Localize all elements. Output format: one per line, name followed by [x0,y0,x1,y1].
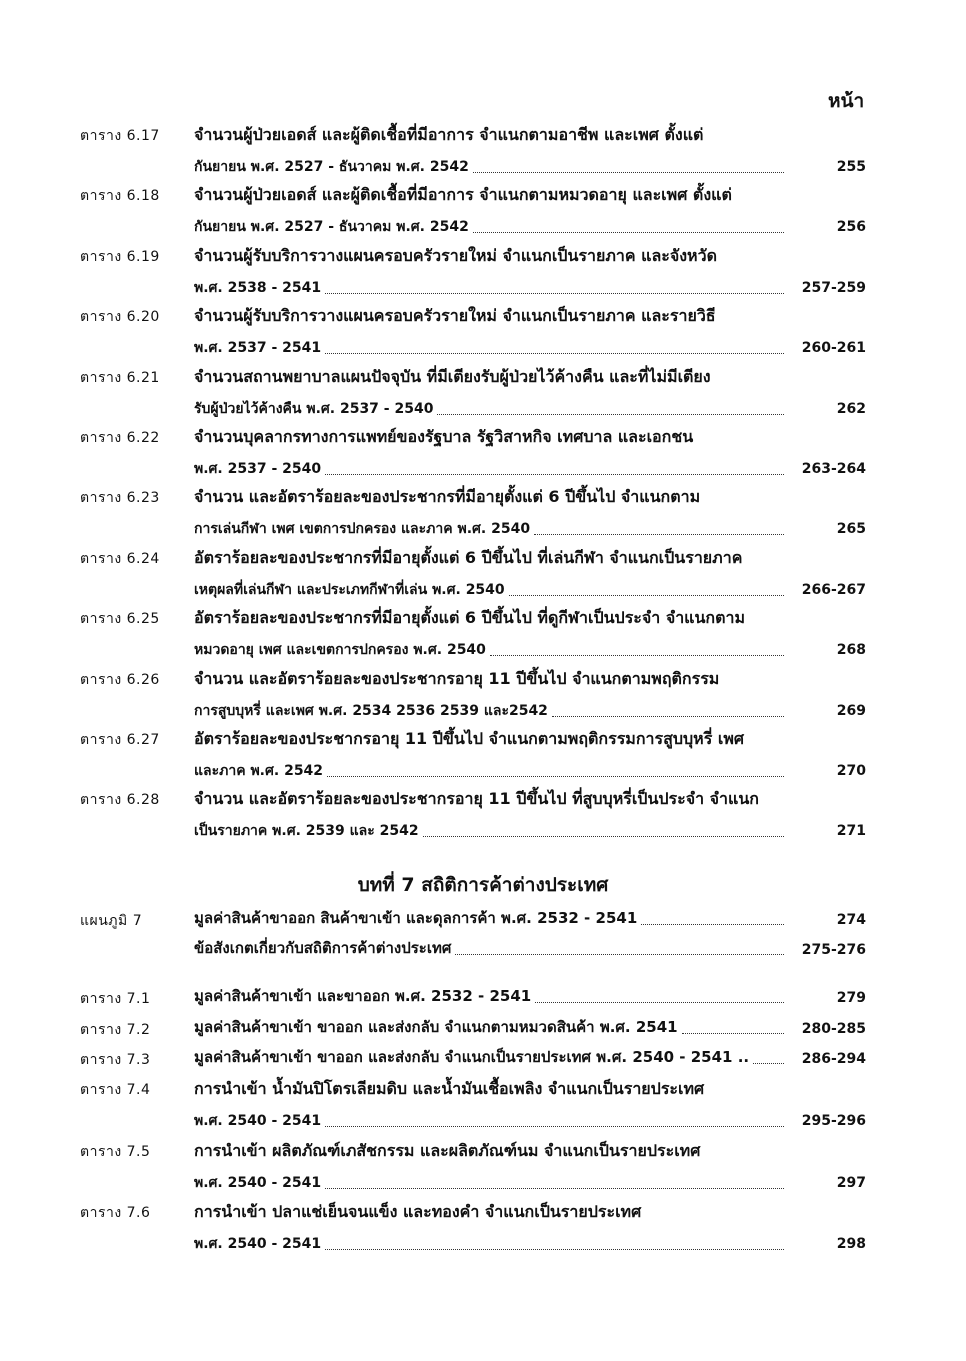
dot-leader [327,775,784,777]
dot-leader [509,594,784,596]
dot-leader [682,1032,784,1034]
entry-label: ตาราง 6.24 [80,550,160,567]
toc-entry-chart [0,908,966,932]
dot-leader [473,231,784,233]
entry-label: ตาราง 6.27 [80,732,160,748]
entry-text: มูลค่าสินค้าขาเข้า ขาออก และส่งกลับ จำแนกเป็นรายประเทศ พ.ศ. 2540 - 2541 .. [194,1048,750,1066]
entry-line2 [194,760,788,782]
entry-title-line1: จำนวน และอัตราร้อยละของประชากรอายุ 11 ปีขึ้นไป ที่สูบบุหรี่เป็นประจำ จำแนก [194,789,759,809]
entry-title-line1: จำนวนผู้รับบริการวางแผนครอบครัวรายใหม่ จำแนกเป็นรายภาค และรายวิธี [194,306,716,326]
entry-text: มูลค่าสินค้าขาออก สินค้าขาเข้า และดุลการค้า พ.ศ. 2532 - 2541 [194,909,638,927]
entry-title-line2: กันยายน พ.ศ. 2527 - ธันวาคม พ.ศ. 2542 [194,159,469,175]
entry-title-line1: การนำเข้า ผลิตภัณฑ์เภสัชกรรม และผลิตภัณฑ์นม จำแนกเป็นรายประเทศ [194,1140,701,1160]
entry-label: ตาราง 6.26 [80,671,160,688]
entry-line2 [194,398,788,420]
entry-title-line1: จำนวน และอัตราร้อยละของประชากรที่มีอายุตั้งแต่ 6 ปีขึ้นไป จำแนกตาม [194,487,701,507]
dot-leader [423,835,784,837]
entry-page: 297 [836,1174,866,1191]
toc-entry [0,546,966,606]
entry-page: 279 [836,990,866,1006]
entry-page: 270 [836,763,866,779]
entry-label: แผนภูมิ 7 [80,913,143,929]
entry-title-line1: การนำเข้า ปลาแช่เย็นจนแข็ง และทองคำ จำแนกเป็นรายประเทศ [194,1202,642,1221]
entry-title-line1: จำนวนบุคลากรทางการแพทย์ของรัฐบาล รัฐวิสาหกิจ เทศบาล และเอกชน [194,427,694,446]
entry-label: ตาราง 6.28 [80,792,160,809]
dot-leader [535,1001,784,1003]
entry-page: 262 [836,400,866,417]
entry-page: 263-264 [801,461,866,477]
entry-title-line1: อัตราร้อยละของประชากรที่มีอายุตั้งแต่ 6 ปีขึ้นไป ที่ดูกีฬาเป็นประจำ จำแนกตาม [194,608,746,628]
entry-label: ตาราง 7.3 [80,1052,151,1068]
entry-page: 266-267 [801,581,866,598]
entry-page: 295-296 [801,1113,866,1129]
dot-leader [641,923,784,925]
entry-line2 [194,277,788,299]
entry-title-line1: จำนวนผู้ป่วยเอดส์ และผู้ติดเชื้อที่มีอาการ จำแนกตามอาชีพ และเพศ ตั้งแต่ [194,125,704,144]
page-column-header: หน้า [828,90,865,112]
entry-page: 260-261 [801,340,866,357]
entry-title-line1: จำนวน และอัตราร้อยละของประชากรอายุ 11 ปีขึ้นไป จำแนกตามพฤติกรรม [194,668,720,688]
entry-label: ตาราง 7.5 [80,1143,151,1160]
dot-leader [437,413,784,415]
entry-page: 268 [836,642,866,659]
entry-label: ตาราง 6.19 [80,248,160,265]
toc-entry [0,667,966,727]
entry-label: ตาราง 6.22 [80,430,160,446]
entry-page: 255 [836,159,866,175]
toc-entry [0,606,966,666]
toc-entry [0,787,966,847]
entry-label: ตาราง 6.25 [80,611,160,628]
entry-page: 286-294 [801,1051,866,1067]
toc-entry [0,986,966,1010]
toc-entry [0,1077,966,1137]
toc-entry-notes [0,938,966,962]
entry-title-line2: พ.ศ. 2540 - 2541 [194,1174,322,1191]
entry-line2 [194,337,788,359]
entry-title-line2: กันยายน พ.ศ. 2527 - ธันวาคม พ.ศ. 2542 [194,219,469,236]
entry-title-line2: พ.ศ. 2537 - 2541 [194,340,322,357]
entry-line2 [194,458,788,480]
entry-page: 298 [836,1236,866,1252]
toc-entry [0,727,966,787]
entry-line2 [194,1172,788,1194]
entry-title-line1: การนำเข้า น้ำมันปิโตรเลียมดิบ และน้ำมันเชื้อเพลิง จำแนกเป็นรายประเทศ [194,1079,705,1098]
dot-leader [325,1125,784,1127]
entry-label: ตาราง 7.6 [80,1205,151,1221]
entry-line2 [194,216,788,238]
toc-entry [0,244,966,304]
entry-title-line2: พ.ศ. 2537 - 2540 [194,461,322,477]
entry-line2 [194,579,788,601]
entry-line2 [194,639,788,661]
toc-entry [0,1047,966,1071]
entry-label: ตาราง 6.20 [80,309,160,326]
toc-entry [0,1017,966,1041]
entry-text: มูลค่าสินค้าขาเข้า และขาออก พ.ศ. 2532 - 2541 [194,987,532,1005]
entry-page: 256 [836,219,866,236]
entry-page: 269 [836,702,866,719]
entry-line2 [194,820,788,842]
entry-label: ตาราง 6.23 [80,490,160,507]
dot-leader [473,171,784,173]
entry-title-line1: จำนวนผู้ป่วยเอดส์ และผู้ติดเชื้อที่มีอาการ จำแนกตามหมวดอายุ และเพศ ตั้งแต่ [194,185,732,205]
toc-entry [0,304,966,364]
entry-page: 271 [836,823,866,840]
entry-title-line1: อัตราร้อยละของประชากรอายุ 11 ปีขึ้นไป จำแนกตามพฤติกรรมการสูบบุหรี่ เพศ [194,729,745,748]
toc-entry [0,485,966,545]
dot-leader [325,1187,784,1189]
dot-leader [455,953,784,955]
toc-entry [0,123,966,183]
dot-leader [552,715,784,717]
entry-page: 265 [836,521,866,538]
entry-title-line2: การเล่นกีฬา เพศ เขตการปกครอง และภาค พ.ศ. 2540 [194,521,531,538]
entry-line2 [194,1110,788,1132]
entry-page: 275-276 [801,942,866,958]
dot-leader [325,352,784,354]
entry-title-line2: รับผู้ป่วยไว้ค้างคืน พ.ศ. 2537 - 2540 [194,400,434,417]
entry-line2 [194,156,788,178]
entry-line2 [194,700,788,722]
entry-page: 274 [836,912,866,928]
toc-entry [0,425,966,485]
entry-label: ตาราง 7.1 [80,991,151,1007]
dot-leader [490,654,784,656]
entry-text: มูลค่าสินค้าขาเข้า ขาออก และส่งกลับ จำแนกตามหมวดสินค้า พ.ศ. 2541 [194,1017,678,1036]
toc-entry [0,183,966,243]
dot-leader [325,292,784,294]
toc-entry [0,1200,966,1260]
entry-title-line2: พ.ศ. 2540 - 2541 [194,1236,322,1252]
dot-leader [753,1062,784,1064]
entry-line2 [194,1233,788,1255]
entry-title-line1: จำนวนผู้รับบริการวางแผนครอบครัวรายใหม่ จำแนกเป็นรายภาค และจังหวัด [194,245,717,265]
entry-title-line2: และภาค พ.ศ. 2542 [194,763,324,779]
entry-title-line2: พ.ศ. 2540 - 2541 [194,1113,322,1129]
entry-page: 280-285 [801,1020,866,1037]
dot-leader [534,533,784,535]
dot-leader [325,473,784,475]
entry-title-line2: เป็นรายภาค พ.ศ. 2539 และ 2542 [194,823,419,840]
entry-label: ตาราง 6.18 [80,188,160,205]
entry-title-line2: หมวดอายุ เพศ และเขตการปกครอง พ.ศ. 2540 [194,642,486,659]
entry-title-line2: เหตุผลที่เล่นกีฬา และประเภทกีฬาที่เล่น พ.ศ. 2540 [194,581,505,598]
entry-label: ตาราง 6.21 [80,369,160,386]
entry-title-line1: จำนวนสถานพยาบาลแผนปัจจุบัน ที่มีเตียงรับผู้ป่วยไว้ค้างคืน และที่ไม่มีเตียง [194,366,711,386]
entry-label: ตาราง 6.17 [80,128,160,144]
chapter-title: บทที่ 7 สถิติการค้าต่างประเทศ [357,874,609,896]
entry-label: ตาราง 7.4 [80,1082,151,1098]
entry-text: ข้อสังเกตเกี่ยวกับสถิติการค้าต่างประเทศ [194,939,452,957]
entry-title-line2: พ.ศ. 2538 - 2541 [194,279,322,296]
toc-entry [0,1139,966,1199]
dot-leader [325,1248,784,1250]
entry-label: ตาราง 7.2 [80,1021,151,1038]
entry-title-line2: การสูบบุหรี่ และเพศ พ.ศ. 2534 2536 2539 และ2542 [194,702,548,719]
entry-page: 257-259 [801,279,866,296]
entry-line2 [194,518,788,540]
entry-title-line1: อัตราร้อยละของประชากรที่มีอายุตั้งแต่ 6 ปีขึ้นไป ที่เล่นกีฬา จำแนกเป็นรายภาค [194,547,743,567]
toc-entry [0,365,966,425]
